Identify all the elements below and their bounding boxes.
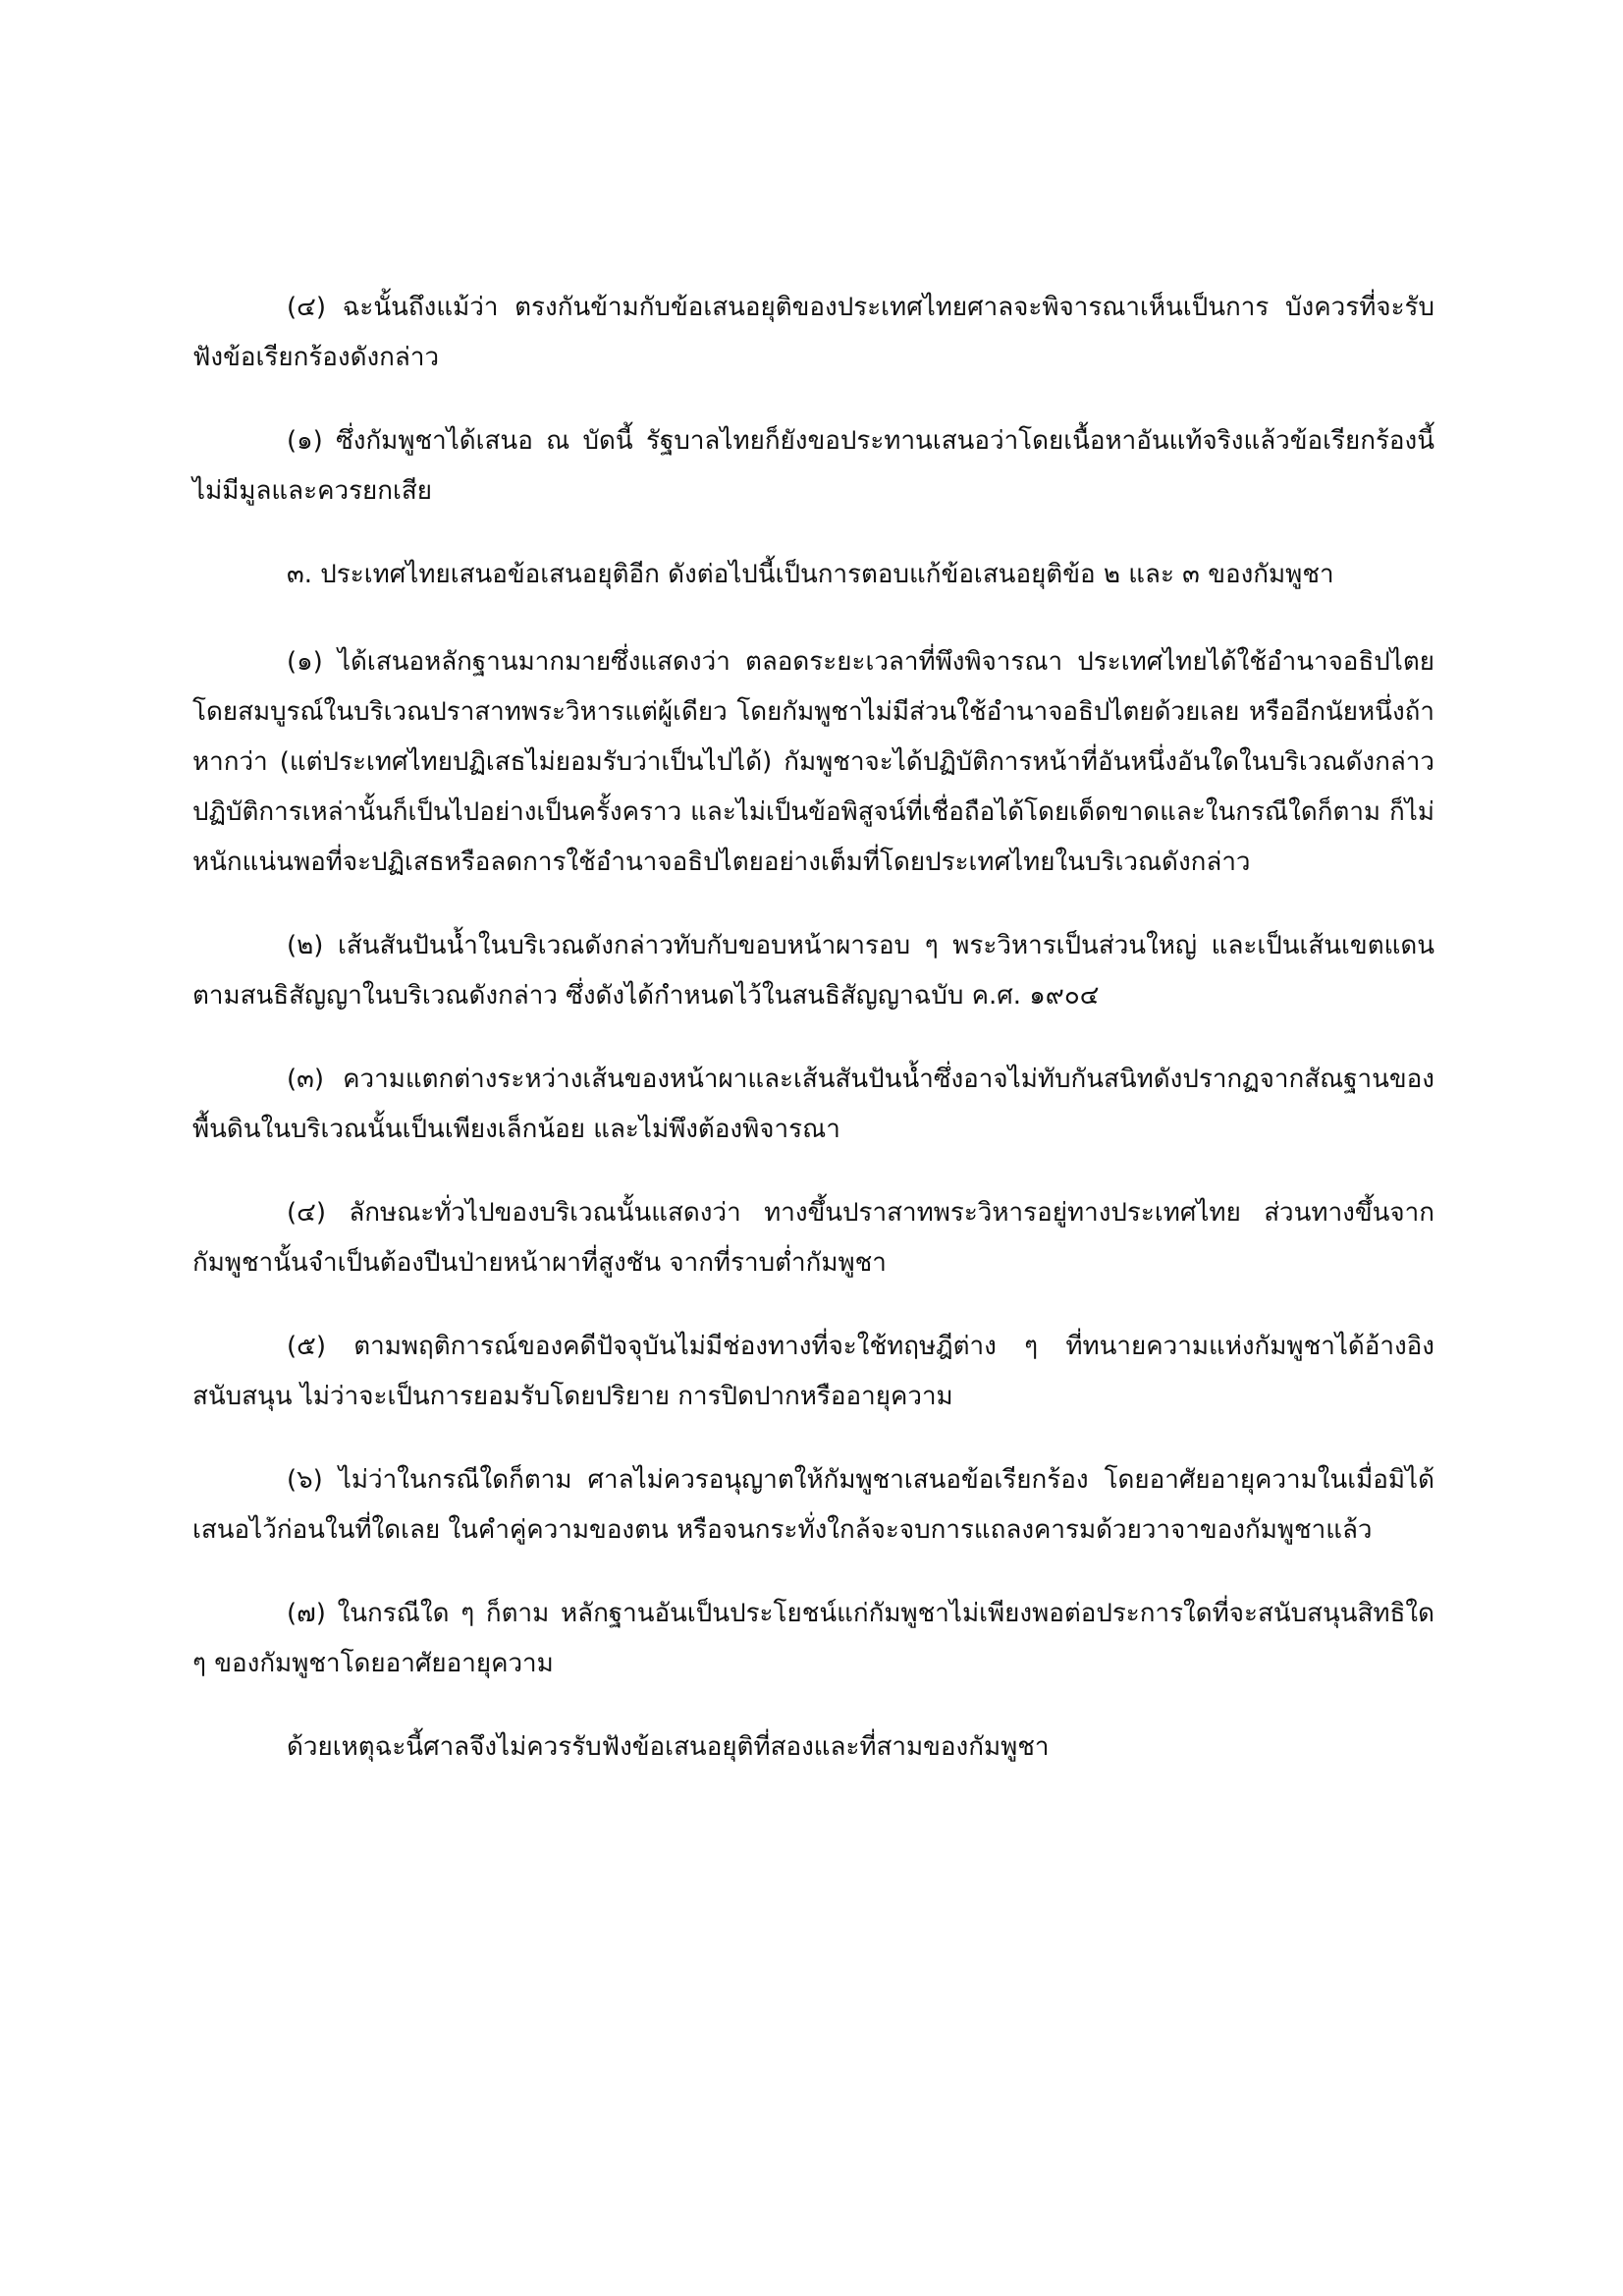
paragraph-6: (๓) ความแตกต่างระหว่างเส้นของหน้าผาและเส้นสันปันน้ำซึ่งอาจไม่ทับกันสนิทดังปรากฏจากสัณฐานของพื้นดินในบริเวณนั้นเป็นเพียงเล็กน้อย และไม่พึงต้องพิจารณา bbox=[192, 1065, 1434, 1144]
paragraph-8: (๕) ตามพฤติการณ์ของคดีปัจจุบันไม่มีช่องทางที่จะใช้ทฤษฎีต่าง ๆ ที่ทนายความแห่งกัมพูชาได้อ้างอิงสนับสนุน ไม่ว่าจะเป็นการยอมรับโดยปริยาย การปิดปากหรืออายุความ bbox=[192, 1332, 1434, 1411]
paragraph-1: (๔) ฉะนั้นถึงแม้ว่า ตรงกันข้ามกับข้อเสนอยุติของประเทศไทยศาลจะพิจารณาเห็นเป็นการ บังควรที่จะรับฟังข้อเรียกร้องดังกล่าว bbox=[192, 293, 1434, 372]
paragraph-3: ๓. ประเทศไทยเสนอข้อเสนอยุติอีก ดังต่อไปนี้เป็นการตอบแก้ข้อเสนอยุติข้อ ๒ และ ๓ ของกัมพูชา bbox=[287, 560, 1334, 589]
paragraph-5: (๒) เส้นสันปันน้ำในบริเวณดังกล่าวทับกับขอบหน้าผารอบ ๆ พระวิหารเป็นส่วนใหญ่ และเป็นเส้นเขตแดน ตามสนธิสัญญาในบริเวณดังกล่าว ซึ่งดังได้กำหนดไว้ในสนธิสัญญาฉบับ ค.ศ. ๑๙๐๔ bbox=[192, 931, 1434, 1011]
paragraph-4: (๑) ได้เสนอหลักฐานมากมายซึ่งแสดงว่า ตลอดระยะเวลาที่พึงพิจารณา ประเทศไทยได้ใช้อำนาจอธิปไตยโดยสมบูรณ์ในบริเวณปราสาทพระวิหารแต่ผู้เดียว โดยกัมพูชาไม่มีส่วนใช้อำนาจอธิปไตยด้วยเลย หรืออีกนัยหนึ่งถ้าหากว่า (แต่ประเทศไทยปฏิเสธไม่ยอมรับว่าเป็นไปได้) กัมพูชาจะได้ปฏิบัติการหน้าที่อันหนึ่งอันใดในบริเวณดังกล่าว ปฏิบัติการเหล่านั้นก็เป็นไปอย่างเป็นครั้งคราว และไม่เป็นข้อพิสูจน์ที่เชื่อถือได้โดยเด็ดขาดและในกรณีใดก็ตาม ก็ไม่หนักแน่นพอที่จะปฏิเสธหรือลดการใช้อำนาจอธิปไตยอย่างเต็มที่โดยประเทศไทยในบริเวณดังกล่าว bbox=[192, 647, 1434, 877]
paragraph-11: ด้วยเหตุฉะนี้ศาลจึงไม่ควรรับฟังข้อเสนอยุติที่สองและที่สามของกัมพูชา bbox=[287, 1732, 1050, 1762]
document-body bbox=[192, 283, 1434, 1810]
paragraph-2: (๑) ซึ่งกัมพูชาได้เสนอ ณ บัดนี้ รัฐบาลไทยก็ยังขอประทานเสนอว่าโดยเนื้อหาอันแท้จริงแล้วข้อเรียกร้องนี้ไม่มีมูลและควรยกเสีย bbox=[192, 426, 1434, 506]
paragraph-7: (๔) ลักษณะทั่วไปของบริเวณนั้นแสดงว่า ทางขึ้นปราสาทพระวิหารอยู่ทางประเทศไทย ส่วนทางขึ้นจากกัมพูชานั้นจำเป็นต้องปีนป่ายหน้าผาที่สูงชัน จากที่ราบต่ำกัมพูชา bbox=[192, 1198, 1434, 1278]
paragraph-9: (๖) ไม่ว่าในกรณีใดก็ตาม ศาลไม่ควรอนุญาตให้กัมพูชาเสนอข้อเรียกร้อง โดยอาศัยอายุความในเมื่อมิได้เสนอไว้ก่อนในที่ใดเลย ในคำคู่ความของตน หรือจนกระทั่งใกล้จะจบการแถลงคารมด้วยวาจาของกัมพูชาแล้ว bbox=[192, 1465, 1434, 1545]
paragraph-10: (๗) ในกรณีใด ๆ ก็ตาม หลักฐานอันเป็นประโยชน์แก่กัมพูชาไม่เพียงพอต่อประการใดที่จะสนับสนุนสิทธิใด ๆ ของกัมพูชาโดยอาศัยอายุความ bbox=[192, 1599, 1434, 1678]
